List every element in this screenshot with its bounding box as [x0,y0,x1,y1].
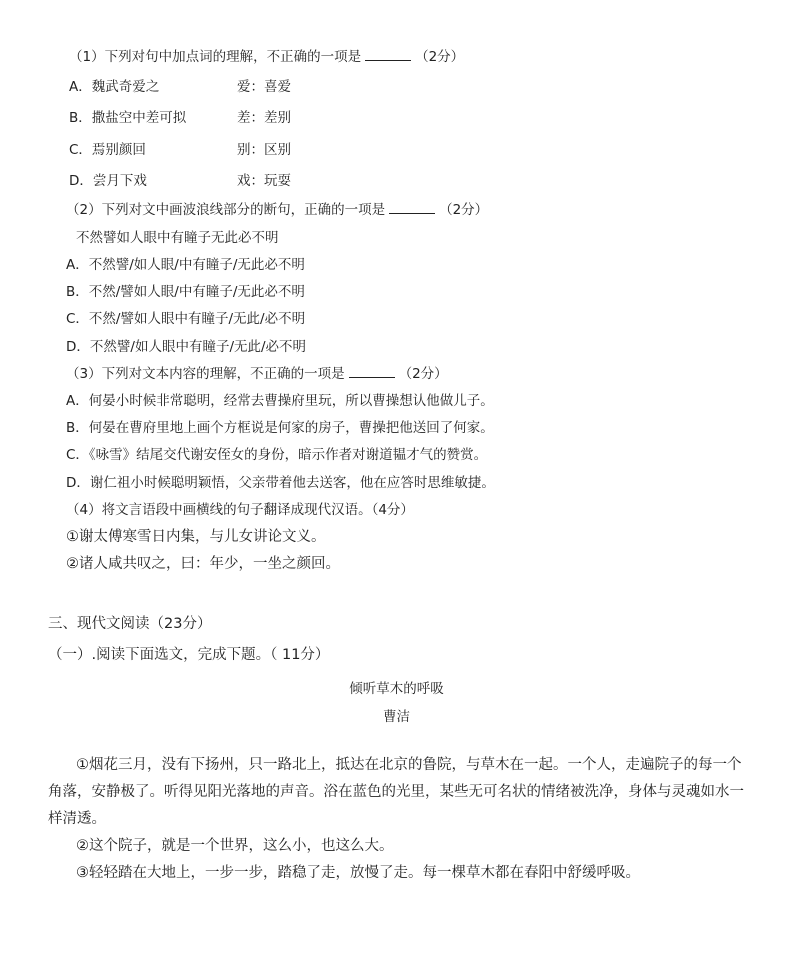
q3-option-a: A．何晏小时候非常聪明，经常去曹操府里玩，所以曹操想认他做儿子。 [66,393,494,409]
q3-option-b: B．何晏在曹府里地上画个方框说是何家的房子，曹操把他送回了何家。 [66,420,494,436]
q2-option-d: D．不然譬/如人眼中有瞳子/无此/必不明 [66,339,307,355]
article-paragraph-1: ①烟花三月，没有下扬州，只一路北上，抵达在北京的鲁院，与草木在一起。一个人，走遍院子的每一个角落，安静极了。听得见阳光落地的声音。浴在蓝色的光里，某些无可名状的情绪被洗净，身体与灵魂如水一样清透。 [48,757,744,827]
q3-stem: （3）下列对文本内容的理解，不正确的一项是 （2分） [66,366,448,382]
answer-blank[interactable] [365,48,411,61]
section-title: 三、现代文阅读（23分） [48,616,212,632]
section-subtitle: （一）.阅读下面选文，完成下题。（ 11分） [48,647,330,663]
q4-stem: （4）将文言语段中画横线的句子翻译成现代汉语。（4分） [66,502,414,518]
article-title: 倾听草木的呼吸 [349,681,444,697]
q1-option-b: B．撒盐空中差可拟 差：差别 [69,110,291,126]
q1-option-c: C．焉别颜回 别：区别 [69,142,291,158]
q2-stem: （2）下列对文中画波浪线部分的断句，正确的一项是 （2分） [66,202,489,218]
q4-item-2: ②诸人咸共叹之，曰：年少，一坐之颜回。 [66,556,340,572]
article-author: 曹洁 [383,709,410,725]
answer-blank[interactable] [389,201,435,214]
q1-option-a: A．魏武奇爱之 爱：喜爱 [69,79,291,95]
q4-item-1: ①谢太傅寒雪日内集，与儿女讲论文义。 [66,529,326,545]
q1-option-d: D．尝月下戏 戏：玩耍 [69,173,291,189]
q3-option-d: D．谢仁祖小时候聪明颖悟，父亲带着他去送客，他在应答时思维敏捷。 [66,475,495,491]
q2-sentence: 不然譬如人眼中有瞳子无此必不明 [76,230,279,246]
q2-option-c: C．不然/譬如人眼中有瞳子/无此/必不明 [66,311,306,327]
answer-blank[interactable] [349,365,395,378]
q2-option-b: B．不然/譬如人眼/中有瞳子/无此必不明 [66,284,305,300]
article-paragraph-3: ③轻轻踏在大地上，一步一步，踏稳了走，放慢了走。每一棵草木都在春阳中舒缓呼吸。 [76,865,640,881]
q3-option-c: C．《咏雪》结尾交代谢安侄女的身份，暗示作者对谢道韫才气的赞赏。 [66,447,488,463]
article-paragraph-2: ②这个院子，就是一个世界，这么小，也这么大。 [76,838,394,854]
q1-stem: （1）下列对句中加点词的理解，不正确的一项是 （2分） [69,49,465,65]
q2-option-a: A．不然譬/如人眼/中有瞳子/无此必不明 [66,257,305,273]
